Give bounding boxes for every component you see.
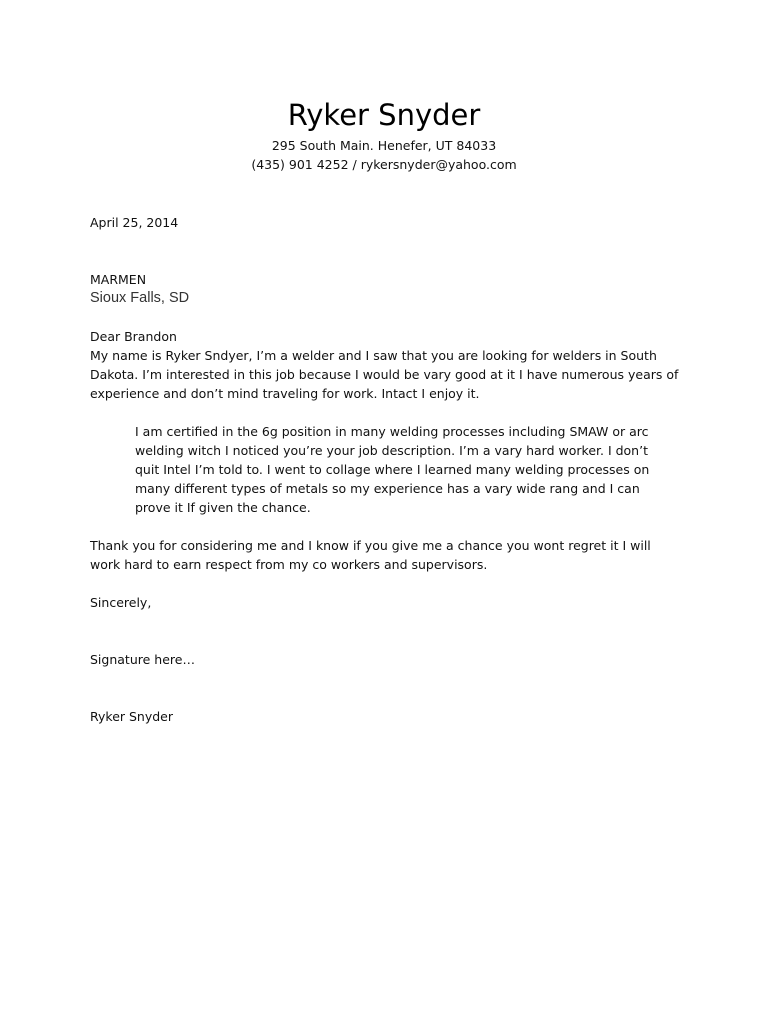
paragraph-qualifications: I am certified in the 6g position in many welding processes including SMAW or arc welding witch I noticed you’re your job description. I’m a vary hard worker. I don’t quit Intel I’m told to. I went to collage where I learned many welding processes on many different types of metals so my experience has a vary wide rang and I can prove it If given the chance. (135, 424, 650, 515)
recipient-company: MARMEN (90, 272, 147, 287)
closing: Sincerely, (90, 595, 152, 610)
paragraph-intro: My name is Ryker Sndyer, I’m a welder and I saw that you are looking for welders in South Dakota. I’m interested in this job because I would be vary good at it I have numerous years of experience and don’t mind traveling for work. Intact I enjoy it. (90, 348, 679, 401)
signature-placeholder: Signature here… (90, 652, 195, 667)
sender-address: 295 South Main. Henefer, UT 84033 (271, 138, 497, 153)
letterhead (0, 94, 768, 174)
recipient-city: Sioux Falls, SD (90, 290, 190, 306)
letter-date: April 25, 2014 (90, 215, 179, 230)
signoff-name: Ryker Snyder (90, 709, 174, 724)
sender-contact: (435) 901 4252 / rykersnyder@yahoo.com (251, 157, 517, 172)
paragraph-thanks: Thank you for considering me and I know if you give me a chance you wont regret it I will work hard to earn respect from my co workers and supervisors. (90, 538, 651, 572)
sender-name: Ryker Snyder (287, 98, 481, 132)
letter-body (90, 213, 680, 726)
salutation: Dear Brandon (90, 329, 177, 344)
